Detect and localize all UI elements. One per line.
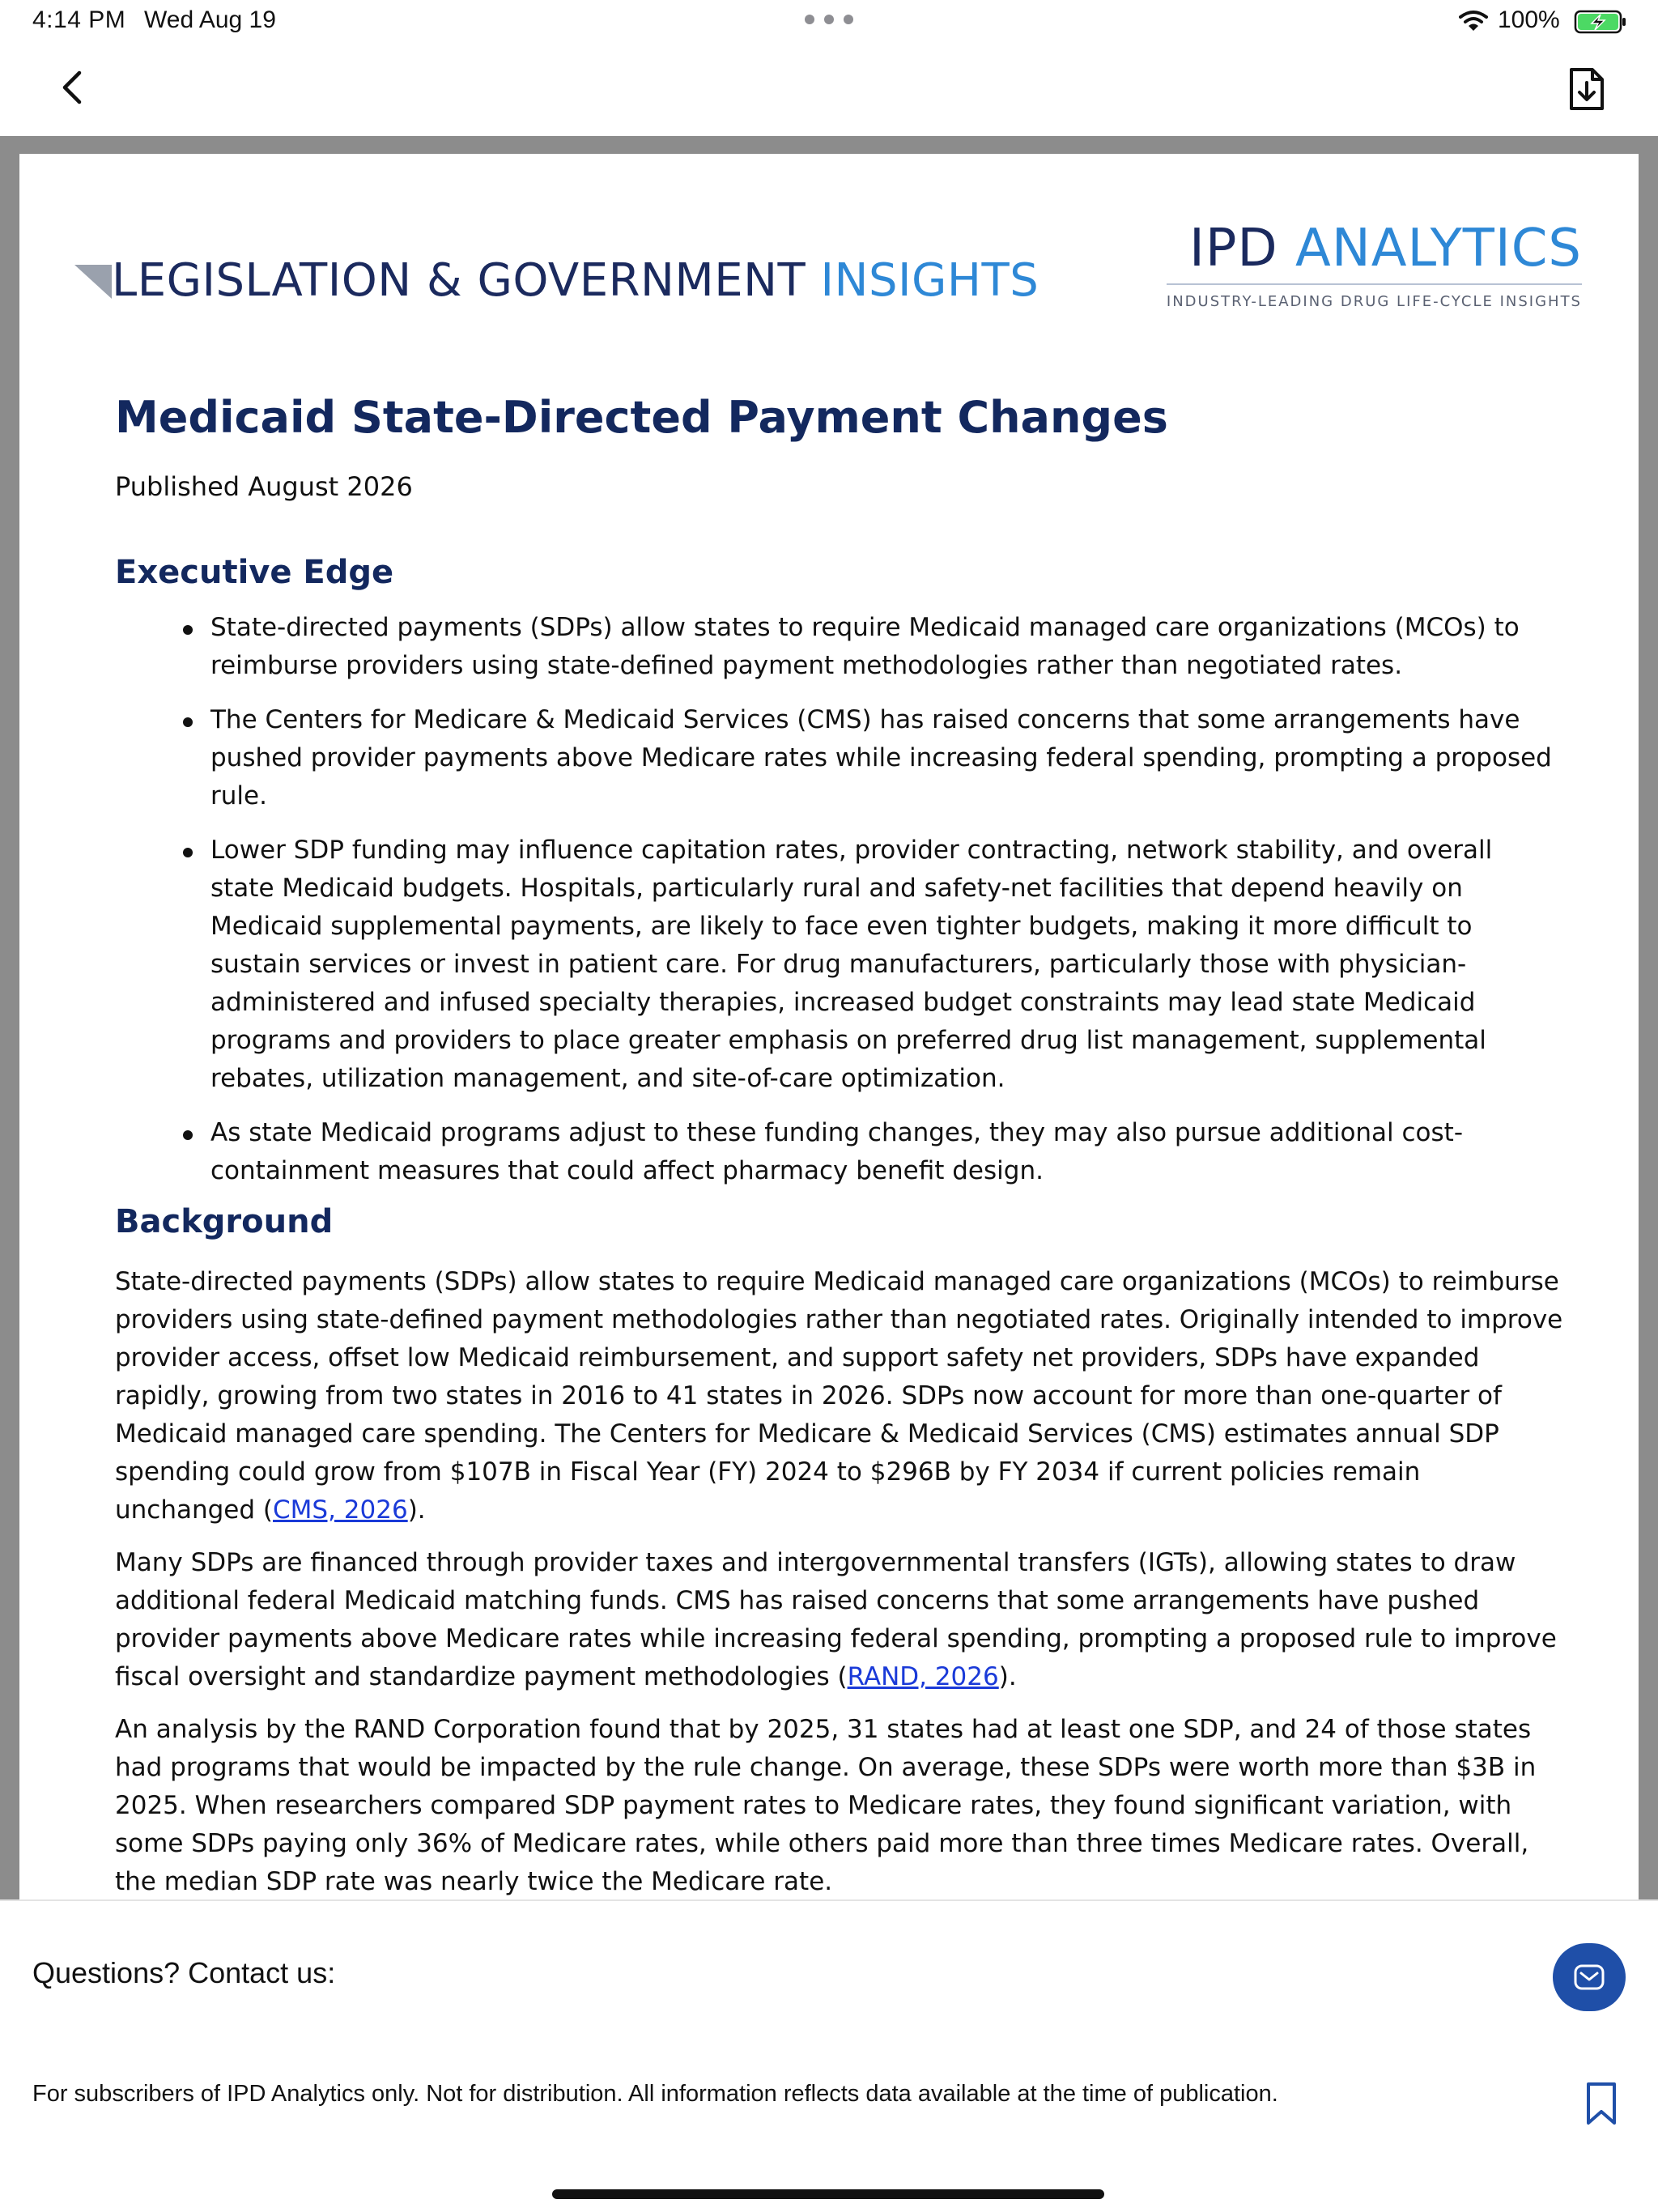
email-icon — [1573, 1963, 1605, 1991]
list-item: Lower SDP funding may influence capitation rates, provider contracting, network stability, and overall state Medicaid budgets. Hospitals, particularly rural and safety-net facilities that depend heavily on Medicaid supplemental payments, are likely to face even tighter budgets, making it more difficult to sustain services or invest in patient care. For drug manufacturers, particularly those with physician-administered and infused specialty therapies, increased budget constraints may lead state Medicaid programs and providers to place greater emphasis on preferred drug list management, supplemental rebates, utilization management, and site-of-care optimization. — [115, 832, 1556, 1098]
multitasking-dots-icon[interactable] — [805, 15, 853, 26]
contact-bar — [0, 1899, 1658, 2045]
download-button[interactable] — [1562, 62, 1611, 117]
footer-bar — [0, 2044, 1658, 2212]
status-time: 4:14 PM — [32, 6, 126, 33]
document-page — [19, 154, 1639, 1901]
status-date: Wed Aug 19 — [144, 6, 276, 33]
brand-logo — [1167, 219, 1582, 310]
status-bar — [0, 0, 1658, 45]
executive-edge-heading: Executive Edge — [115, 554, 394, 591]
report-series-title: LEGISLATION & GOVERNMENT INSIGHTS — [112, 254, 1039, 307]
document-viewer[interactable] — [0, 136, 1658, 1901]
cms-citation-link[interactable]: CMS, 2026 — [273, 1495, 408, 1525]
paragraph: An analysis by the RAND Corporation found that by 2025, 31 states had at least one SDP, and 24 of those states had programs that would be impacted by the rule change. On average, these SDPs were worth more than $3B in 2025. When researchers compared SDP payment rates to Medicare rates, they found significant variation, with some SDPs paying only 36% of Medicare rates, while others paid more than three times Medicare rates. Overall, the median SDP rate was nearly twice the Medicare rate. — [115, 1715, 1537, 1896]
published-date: Published August 2026 — [115, 471, 413, 502]
contact-label: Questions? Contact us: — [32, 1956, 336, 1989]
header-triangle-icon — [74, 263, 112, 299]
brand-name: IPD ANALYTICS — [1188, 219, 1582, 279]
battery-charging-icon — [1574, 10, 1627, 34]
paragraph: State-directed payments (SDPs) allow states to require Medicaid managed care organizations (MCOs) to reimburse providers using state-defined payment methodologies rather than negotiated rates. Originally intended to improve provider access, offset low Medicaid reimbursement, and support safety net providers, SDPs have expanded rapidly, growing from two states in 2016 to 41 states in 2026. SDPs now account for more than one-quarter of Medicaid managed care spending. The Centers for Medicare & Medicaid Services (CMS) estimates annual SDP spending could grow from $107B in Fiscal Year (FY) 2024 to $296B by FY 2034 if current policies remain unchanged (CMS, 2026). — [115, 1267, 1563, 1525]
rand-citation-link[interactable]: RAND, 2026 — [847, 1662, 999, 1691]
executive-edge-list — [115, 609, 1556, 1206]
bookmark-icon[interactable] — [1584, 2081, 1619, 2126]
email-button[interactable] — [1553, 1943, 1626, 2011]
report-series-header — [74, 254, 1039, 307]
battery-percentage: 100% — [1498, 6, 1560, 33]
brand-tagline: INDUSTRY-LEADING DRUG LIFE-CYCLE INSIGHTS — [1166, 293, 1582, 310]
background-body — [115, 1263, 1564, 1901]
list-item: As state Medicaid programs adjust to these funding changes, they may also pursue additional cost-containment measures that could affect pharmacy benefit design. — [115, 1114, 1556, 1190]
wifi-icon — [1459, 10, 1488, 32]
paragraph: Many SDPs are financed through provider taxes and intergovernmental transfers (IGTs), allowing states to draw additional federal Medicaid matching funds. CMS has raised concerns that some arrangements have pushed provider payments above Medicare rates while increasing federal spending, prompting a proposed rule to improve fiscal oversight and standardize payment methodologies (RAND, 2026). — [115, 1548, 1557, 1691]
document-title: Medicaid State-Directed Payment Changes — [115, 392, 1168, 443]
chevron-left-icon — [60, 70, 83, 105]
navigation-bar — [0, 45, 1658, 136]
download-document-icon — [1567, 66, 1607, 112]
list-item: The Centers for Medicare & Medicaid Services (CMS) has raised concerns that some arrangements have pushed provider payments above Medicare rates while increasing federal spending, prompting a proposed rule. — [115, 701, 1556, 815]
list-item: State-directed payments (SDPs) allow states to require Medicaid managed care organizations (MCOs) to reimburse providers using state-defined payment methodologies rather than negotiated rates. — [115, 609, 1556, 685]
home-indicator[interactable] — [552, 2189, 1104, 2199]
footer-disclaimer: For subscribers of IPD Analytics only. Not for distribution. All information reflects data available at the time of publication. — [32, 2081, 1278, 2107]
back-button[interactable] — [49, 62, 94, 113]
background-heading: Background — [115, 1203, 334, 1240]
